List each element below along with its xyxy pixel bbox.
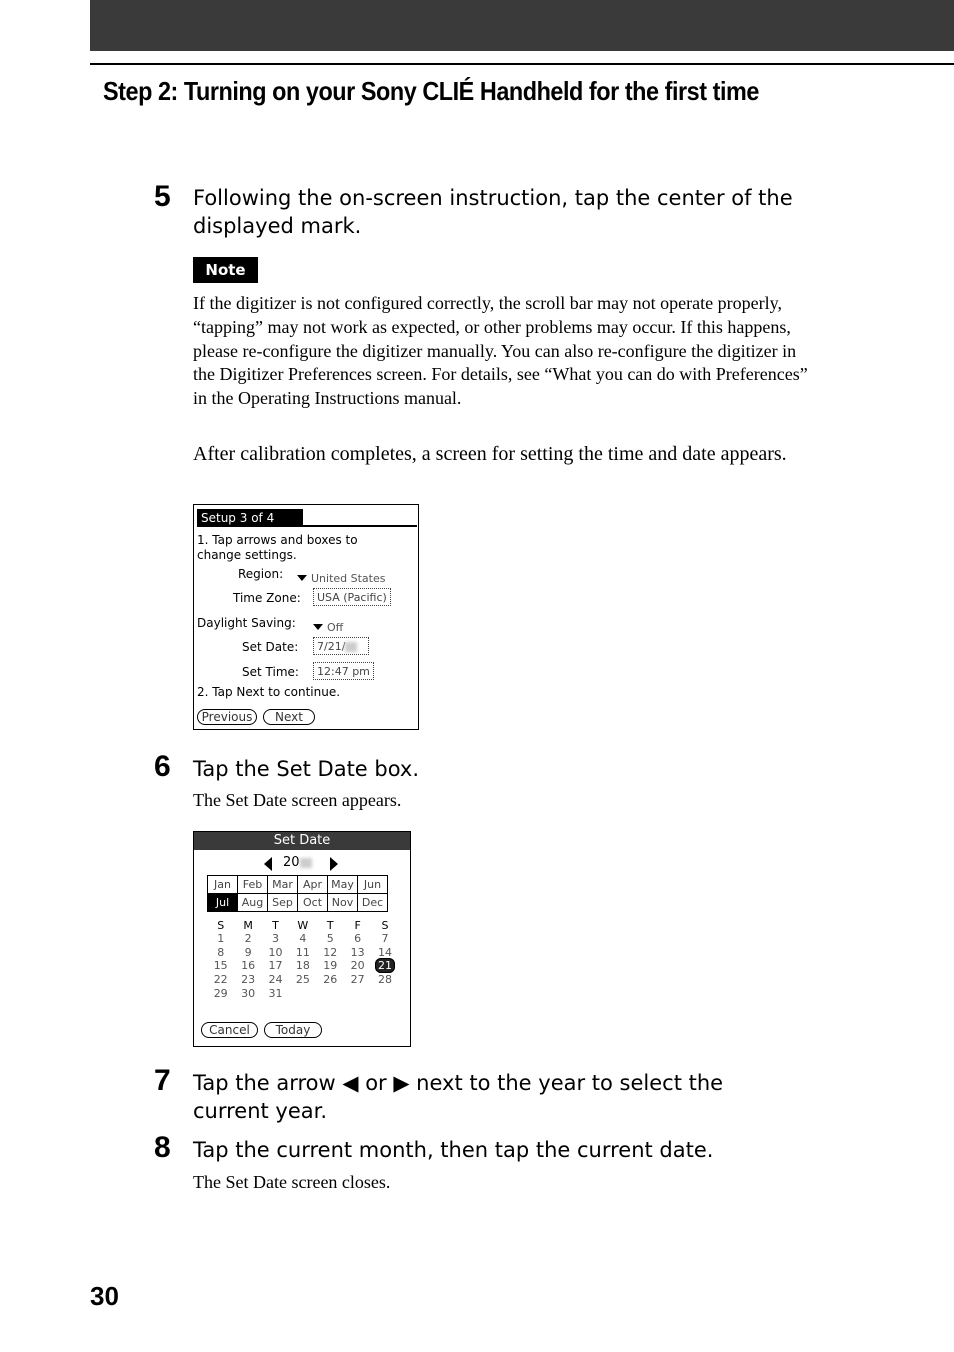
page-number: 30 <box>90 1281 119 1311</box>
day-cell <box>344 986 371 1000</box>
step-text-7: Tap the arrow ◀ or ▶ next to the year to select the current year. <box>193 1071 724 1123</box>
day-cell[interactable]: 12 <box>323 945 338 959</box>
day-cell <box>317 986 344 1000</box>
note-text: If the digitizer is not configured correctly, the scroll bar may not operate properly, “tapping” may not work as expected, or other problems may occur. If this happens, please re-configure the digitizer manually. You can also re-configure the digitizer in the Digitizer Preferences screen. For details, see “What you can do with Preferences” in the Operating Instructions manual. <box>193 293 808 409</box>
day-cell[interactable]: 16 <box>241 959 256 973</box>
month-cell[interactable]: Jun <box>358 876 388 894</box>
day-cell[interactable]: 19 <box>323 959 338 973</box>
day-cell[interactable]: 1 <box>217 932 225 946</box>
region-label: Region: <box>238 567 284 581</box>
month-cell[interactable]: Dec <box>358 894 388 912</box>
region-picker[interactable] <box>297 567 386 586</box>
day-cell[interactable]: 9 <box>244 945 252 959</box>
arrow-left-icon[interactable] <box>264 857 272 871</box>
day-cell[interactable]: 30 <box>241 986 256 1000</box>
step8-result: The Set Date screen closes. <box>193 1172 391 1192</box>
year-selector <box>264 854 344 872</box>
step6-result: The Set Date screen appears. <box>193 790 402 810</box>
day-cell[interactable]: 22 <box>213 973 228 987</box>
setup-title: Setup 3 of 4 <box>197 509 303 527</box>
timezone-box[interactable]: USA (Pacific) <box>313 588 391 606</box>
day-cell[interactable]: 4 <box>299 932 307 946</box>
page-title: Step 2: Turning on your Sony CLIÉ Handheld for the first time <box>103 76 759 106</box>
arrow-right-icon[interactable] <box>330 857 338 871</box>
day-cell[interactable]: 3 <box>271 932 279 946</box>
month-cell[interactable]: May <box>328 876 358 894</box>
day-cell[interactable]: 24 <box>268 973 283 987</box>
day-cell <box>371 986 398 1000</box>
dst-value: Off <box>327 621 344 634</box>
weekday-label: M <box>243 918 253 932</box>
header-rule <box>90 63 954 65</box>
day-cell[interactable]: 15 <box>213 959 228 973</box>
setdate-screen <box>193 831 411 1047</box>
today-button[interactable]: Today <box>264 1022 322 1038</box>
month-cell[interactable]: Apr <box>298 876 328 894</box>
setup-instruction-2: 2. Tap Next to continue. <box>197 685 341 699</box>
dst-picker[interactable] <box>313 616 343 635</box>
setup-screen <box>193 504 419 730</box>
year-value: 20 <box>283 855 312 870</box>
day-cell[interactable]: 26 <box>323 973 338 987</box>
blurred-year <box>345 642 357 652</box>
chevron-down-icon <box>297 575 307 581</box>
weekday-label: S <box>381 918 389 932</box>
cancel-button[interactable]: Cancel <box>201 1022 258 1038</box>
day-cell[interactable]: 17 <box>268 959 283 973</box>
day-cell[interactable]: 31 <box>268 986 283 1000</box>
chevron-down-icon <box>313 624 323 630</box>
note-label: Note <box>193 257 258 283</box>
day-cell[interactable]: 11 <box>295 945 310 959</box>
day-cell[interactable]: 25 <box>295 973 310 987</box>
day-cell <box>289 986 316 1000</box>
weekday-label: T <box>326 918 334 932</box>
setup-title-line <box>197 525 417 527</box>
month-grid <box>207 875 388 912</box>
month-cell[interactable]: Oct <box>298 894 328 912</box>
month-cell[interactable]: Sep <box>268 894 298 912</box>
after-calibration-text: After calibration completes, a screen for setting the time and date appears. <box>193 443 787 465</box>
step-text-6: Tap the Set Date box. <box>193 757 420 781</box>
dst-label: Daylight Saving: <box>197 616 296 630</box>
day-cell[interactable]: 23 <box>241 973 256 987</box>
month-cell[interactable]: Jul <box>208 894 238 912</box>
month-cell[interactable]: Feb <box>238 876 268 894</box>
settime-box[interactable]: 12:47 pm <box>313 662 374 680</box>
settime-label: Set Time: <box>242 665 299 679</box>
weekday-label: T <box>272 918 279 932</box>
step-text-5: Following the on-screen instruction, tap the center of the displayed mark. <box>193 186 793 238</box>
day-cell[interactable]: 27 <box>350 973 365 987</box>
setdate-box[interactable] <box>313 637 369 655</box>
weekday-label: W <box>297 918 309 932</box>
step-number-6: 6 <box>154 750 171 783</box>
step-number-7: 7 <box>154 1064 171 1097</box>
calendar-grid <box>207 918 399 1000</box>
setdate-label: Set Date: <box>242 640 299 654</box>
day-cell[interactable]: 6 <box>354 932 362 946</box>
setdate-value: 7/21/ <box>317 640 346 653</box>
month-cell[interactable]: Jan <box>208 876 238 894</box>
region-value: United States <box>311 572 386 585</box>
previous-button[interactable]: Previous <box>197 709 257 725</box>
day-cell[interactable]: 20 <box>350 959 365 973</box>
step-number-8: 8 <box>154 1131 171 1164</box>
month-cell[interactable]: Mar <box>268 876 298 894</box>
step-number-5: 5 <box>154 180 171 213</box>
timezone-label: Time Zone: <box>233 591 301 605</box>
month-cell[interactable]: Aug <box>238 894 268 912</box>
day-cell[interactable]: 5 <box>326 932 334 946</box>
next-button[interactable]: Next <box>263 709 315 725</box>
day-cell[interactable]: 28 <box>378 973 393 987</box>
day-cell[interactable]: 10 <box>268 945 283 959</box>
day-cell[interactable]: 7 <box>381 932 389 946</box>
day-cell[interactable]: 8 <box>217 945 225 959</box>
setup-instruction-1: 1. Tap arrows and boxes to change settings. <box>197 533 358 562</box>
header-bar <box>90 0 954 51</box>
setdate-title: Set Date <box>194 832 410 850</box>
weekday-label: F <box>354 918 361 932</box>
day-cell[interactable] <box>371 959 398 973</box>
weekday-label: S <box>217 918 225 932</box>
step-text-8: Tap the current month, then tap the current date. <box>193 1138 714 1162</box>
month-cell[interactable]: Nov <box>328 894 358 912</box>
day-cell[interactable]: 14 <box>378 945 393 959</box>
day-cell[interactable]: 29 <box>213 986 228 1000</box>
day-cell[interactable]: 2 <box>244 932 252 946</box>
day-cell[interactable]: 18 <box>295 959 310 973</box>
selected-day[interactable]: 21 <box>375 958 395 973</box>
day-cell[interactable]: 13 <box>350 945 365 959</box>
